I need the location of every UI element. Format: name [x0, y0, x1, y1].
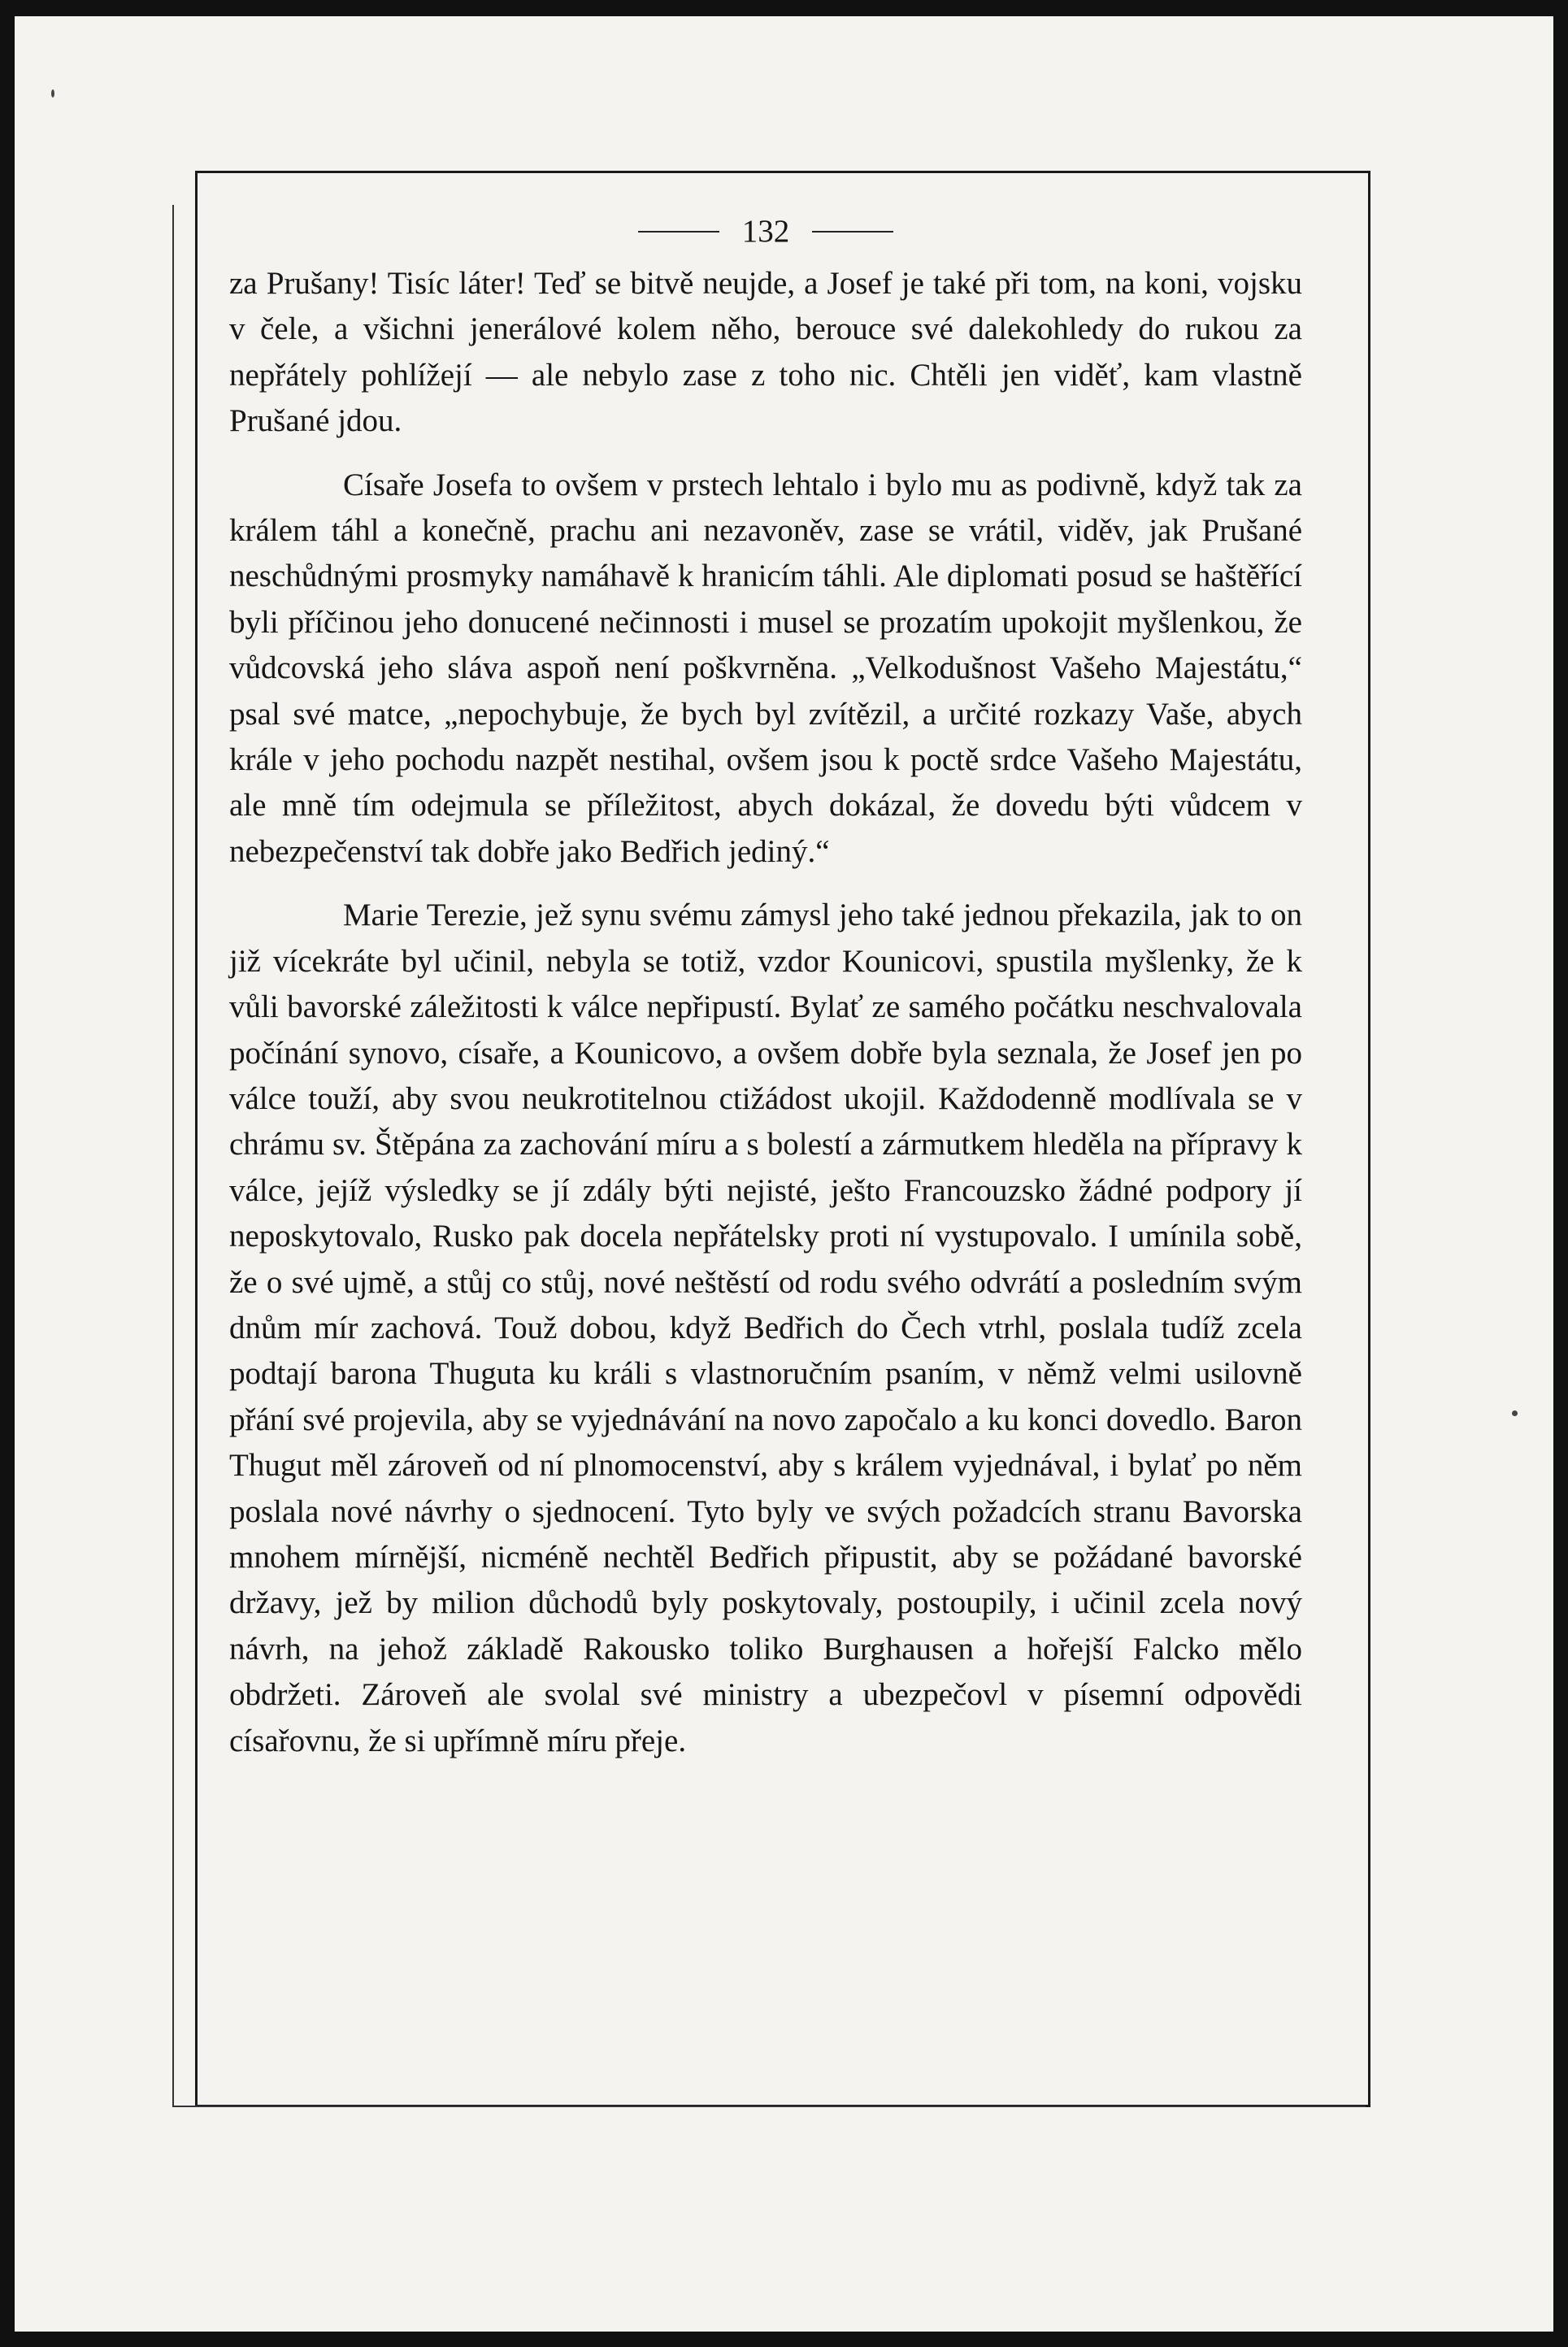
header-rule-left [638, 231, 719, 233]
header-rule-right [812, 231, 893, 233]
scan-speck [1512, 1410, 1518, 1416]
paragraph: za Prušany! Tisíc láter! Teď se bitvě neujde, a Josef je také při tom, na koni, vojsku v čele, a všichni jenerálové kolem něho, berouce své dalekohledy do rukou za nepřátely pohlížejí — ale nebylo zase z toho nic. Chtěli jen viděť, kam vlastně Prušané jdou. [229, 266, 1302, 439]
scan-speck [51, 89, 54, 98]
page-number: 132 [741, 213, 790, 249]
page-header [229, 207, 1302, 256]
paragraph: Císaře Josefa to ovšem v prstech lehtalo i bylo mu as podivně, když tak za králem táhl a konečně, prachu ani nezavoněv, zase se vrátil, viděv, jak Prušané neschůdnými prosmyky namáhavě k hranicím táhli. Ale diplomati posud se haštěřící byli příčinou jeho donucené nečinnosti i musel se prozatím upokojit myšlenkou, že vůdcovská jeho sláva aspoň není poškvrněna. „Velkodušnost Vašeho Majestátu,“ psal své matce, „nepochybuje, že bych byl zvítězil, a určité rozkazy Vaše, abych krále v jeho pochodu nazpět nestihal, ovšem jsou k poctě srdce Vašeho Majestátu, ale mně tím odejmula se příležitost, abych dokázal, že dovedu býti vůdcem v nebezpečenství tak dobře jako Bedřich jediný.“ [229, 467, 1302, 869]
paragraph: Marie Terezie, jež synu svému zámysl jeho také jednou překazila, jak to on již vícekráte byl učinil, nebyla se totiž, vzdor Kounicovi, spustila myšlenky, že k vůli bavorské záležitosti k válce nepřipustí. Bylať ze samého počátku neschvalovala počínání synovo, císaře, a Kounicovo, a ovšem dobře byla seznala, že Josef jen po válce touží, aby svou neukrotitelnou ctižádost ukojil. Každodenně modlívala se v chrámu sv. Štěpána za zachování míru a s bolestí a zármutkem hleděla na přípravy k válce, jejíž výsledky se jí zdály býti nejisté, ješto Francouzsko žádné podpory jí neposkytovalo, Rusko pak docela nepřátelsky proti ní vystupovalo. I umínila sobě, že o své ujmě, a stůj co stůj, nové neštěstí od rodu svého odvrátí a posledním svým dnům mír zachová. Touž dobou, když Bedřich do Čech vtrhl, poslala tudíž zcela podtají barona Thuguta ku králi s vlastnoručním psaním, v němž velmi usilovně přání své projevila, aby se vyjednávání na novo započalo a ku konci dovedlo. Baron Thugut měl zároveň od ní plnomocenství, aby s králem vyjednával, i bylať po něm poslala nové návrhy o sjednocení. Tyto byly ve svých požadcích stranu Bavorska mnohem mírnější, nicméně nechtěl Bedřich připustit, aby se požádané bavorské državy, jež by milion důchodů byly poskytovaly, postoupily, i učinil zcela nový návrh, na jehož základě Rakousko toliko Burghausen a hořejší Falcko mělo obdržeti. Zároveň ale svolal své ministry a ubezpečovl v písemní odpovědi císařovnu, že si upřímně míru přeje. [229, 898, 1302, 1758]
page-text [229, 207, 1302, 1764]
